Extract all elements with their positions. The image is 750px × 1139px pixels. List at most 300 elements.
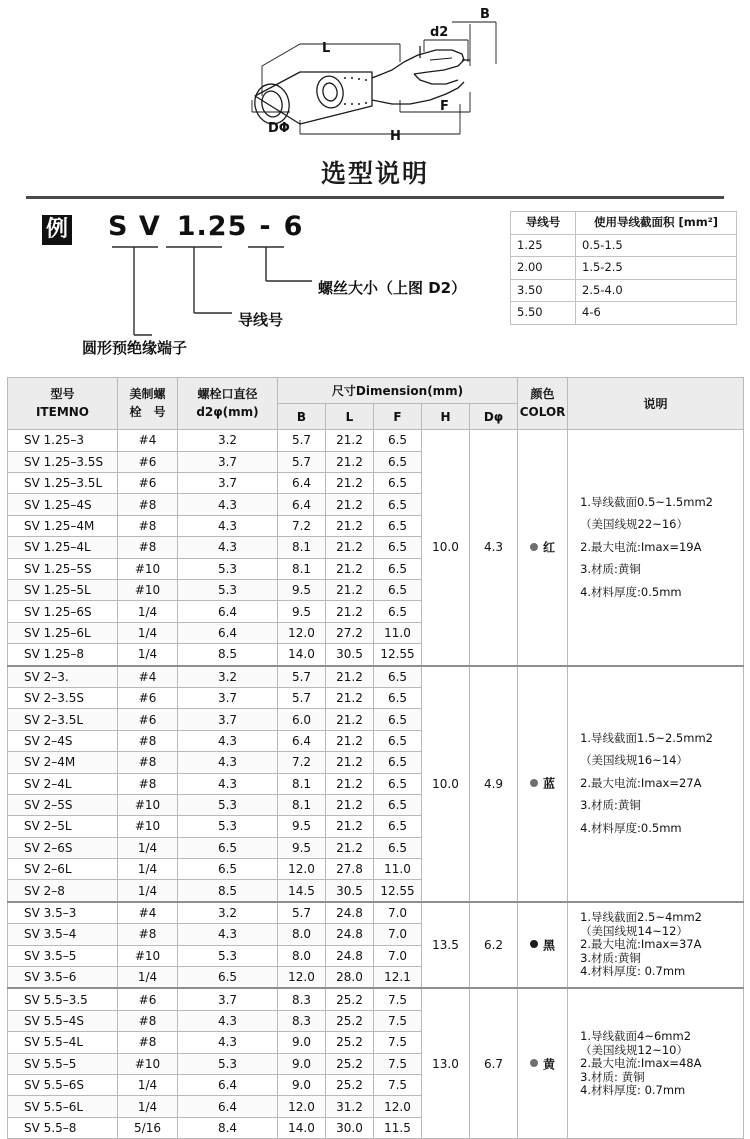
cell-dim-f: 6.5: [374, 730, 422, 751]
cell-dim-b: 8.3: [278, 988, 326, 1010]
cell-dim-l: 21.2: [326, 558, 374, 579]
cell-d2-diameter: 4.3: [178, 924, 278, 945]
cell-dim-f: 11.5: [374, 1117, 422, 1138]
cell-bolt-number: 1/4: [118, 1096, 178, 1117]
cell-dim-f: 6.5: [374, 451, 422, 472]
cell-dim-l: 21.2: [326, 579, 374, 600]
cell-dim-h: 10.0: [422, 666, 470, 902]
example-code-screw-size: 6: [283, 211, 304, 243]
cell-dim-b: 14.0: [278, 1117, 326, 1138]
cell-bolt-number: #6: [118, 687, 178, 708]
cell-dim-b: 8.1: [278, 558, 326, 579]
cell-dim-b: 14.5: [278, 880, 326, 902]
cell-dim-b: 9.0: [278, 1053, 326, 1074]
description-line: 4.材料厚度: 0.7mm: [580, 1083, 686, 1098]
description-line: 2.最大电流:Imax=48A: [580, 1056, 702, 1071]
cell-dim-f: 7.0: [374, 902, 422, 924]
cell-itemno: SV 2–6S: [8, 837, 118, 858]
cell-dim-l: 21.2: [326, 451, 374, 472]
cell-dim-b: 5.7: [278, 451, 326, 472]
column-header-dimension-group: 尺寸Dimension(mm): [278, 378, 518, 404]
cell-description: [568, 430, 744, 666]
cell-dim-b: 8.3: [278, 1010, 326, 1031]
cell-dim-b: 9.5: [278, 837, 326, 858]
cell-dim-l: 25.2: [326, 1032, 374, 1053]
wire-gauge-number: 5.50: [511, 302, 576, 325]
cell-dim-b: 8.0: [278, 945, 326, 966]
cell-dim-b: 9.5: [278, 816, 326, 837]
cell-d2-diameter: 3.7: [178, 687, 278, 708]
cell-dim-b: 6.4: [278, 494, 326, 515]
cell-color: [518, 666, 568, 902]
column-header-d2-diameter: [178, 378, 278, 430]
cell-dim-f: 11.0: [374, 622, 422, 643]
color-swatch-icon: [530, 940, 538, 948]
example-callout-screw-size: 螺丝大小（上图 D2）: [318, 279, 467, 298]
cell-dim-b: 8.1: [278, 773, 326, 794]
cell-dim-l: 21.2: [326, 752, 374, 773]
cell-itemno: SV 5.5–4L: [8, 1032, 118, 1053]
cell-d2-diameter: 3.7: [178, 473, 278, 494]
cell-dim-f: 6.5: [374, 473, 422, 494]
cell-bolt-number: #8: [118, 1032, 178, 1053]
table-row: [8, 666, 744, 688]
cell-dim-l: 21.2: [326, 666, 374, 688]
cell-dim-f: 6.5: [374, 709, 422, 730]
cell-dim-l: 21.2: [326, 687, 374, 708]
cell-dim-b: 7.2: [278, 752, 326, 773]
page-title: 选型说明: [320, 159, 429, 188]
specification-table-head: [8, 378, 744, 430]
cell-bolt-number: #8: [118, 1010, 178, 1031]
cell-dim-f: 6.5: [374, 515, 422, 536]
cell-dim-l: 30.5: [326, 880, 374, 902]
cell-itemno: SV 2–5L: [8, 816, 118, 837]
cell-dim-l: 21.2: [326, 515, 374, 536]
cell-dim-l: 24.8: [326, 924, 374, 945]
cell-dim-f: 6.5: [374, 752, 422, 773]
diagram-label-l: L: [322, 41, 331, 56]
column-header-d2-line1: 螺栓口直径: [197, 387, 258, 402]
cell-itemno: SV 5.5–3.5: [8, 988, 118, 1010]
cell-dim-l: 31.2: [326, 1096, 374, 1117]
cell-bolt-number: #4: [118, 902, 178, 924]
cell-dim-f: 6.5: [374, 558, 422, 579]
cell-dim-f: 6.5: [374, 579, 422, 600]
cell-bolt-number: #6: [118, 451, 178, 472]
cell-dim-l: 24.8: [326, 945, 374, 966]
cell-dim-b: 6.4: [278, 473, 326, 494]
cell-itemno: SV 2–3.5S: [8, 687, 118, 708]
color-label: 蓝: [543, 776, 556, 791]
cell-bolt-number: #10: [118, 1053, 178, 1074]
cell-itemno: SV 1.25–5L: [8, 579, 118, 600]
cell-itemno: SV 1.25–5S: [8, 558, 118, 579]
cell-itemno: SV 1.25–3.5S: [8, 451, 118, 472]
cell-bolt-number: 1/4: [118, 859, 178, 880]
cell-dim-b: 8.0: [278, 924, 326, 945]
wire-gauge-number: 1.25: [511, 234, 576, 257]
cell-dim-l: 30.0: [326, 1117, 374, 1138]
cell-bolt-number: #6: [118, 988, 178, 1010]
cell-dim-f: 6.5: [374, 537, 422, 558]
cell-d2-diameter: 6.5: [178, 967, 278, 989]
table-row: [8, 902, 744, 924]
description-line: 2.最大电流:Imax=37A: [580, 937, 702, 952]
table-row: [8, 430, 744, 451]
cell-d2-diameter: 5.3: [178, 816, 278, 837]
cell-dim-l: 21.2: [326, 730, 374, 751]
example-legend: [0, 209, 750, 369]
cell-bolt-number: #6: [118, 473, 178, 494]
cell-dim-dphi: 6.7: [470, 988, 518, 1138]
cell-d2-diameter: 4.3: [178, 730, 278, 751]
cell-dim-f: 7.5: [374, 1053, 422, 1074]
cell-bolt-number: #10: [118, 579, 178, 600]
cell-dim-b: 9.5: [278, 601, 326, 622]
table-row: [511, 302, 737, 325]
cell-dim-dphi: 4.3: [470, 430, 518, 666]
cell-d2-diameter: 5.3: [178, 558, 278, 579]
cell-d2-diameter: 5.3: [178, 579, 278, 600]
cell-dim-b: 8.1: [278, 537, 326, 558]
cell-dim-b: 12.0: [278, 967, 326, 989]
wire-gauge-area: 0.5-1.5: [576, 234, 737, 257]
cell-dim-dphi: 4.9: [470, 666, 518, 902]
cell-d2-diameter: 6.5: [178, 837, 278, 858]
cell-dim-f: 6.5: [374, 837, 422, 858]
cell-d2-diameter: 3.7: [178, 451, 278, 472]
cell-dim-f: 12.55: [374, 644, 422, 666]
color-swatch-icon: [530, 779, 538, 787]
cell-dim-l: 25.2: [326, 1074, 374, 1095]
example-code-wire-number: 1.25: [176, 211, 248, 243]
cell-dim-b: 5.7: [278, 666, 326, 688]
cell-d2-diameter: 4.3: [178, 752, 278, 773]
cell-d2-diameter: 8.5: [178, 880, 278, 902]
cell-dim-f: 7.0: [374, 945, 422, 966]
cell-bolt-number: 1/4: [118, 622, 178, 643]
color-label: 红: [543, 540, 556, 555]
cell-bolt-number: #4: [118, 666, 178, 688]
cell-d2-diameter: 6.4: [178, 622, 278, 643]
cell-d2-diameter: 4.3: [178, 494, 278, 515]
column-header-color: [518, 378, 568, 430]
cell-dim-l: 21.2: [326, 816, 374, 837]
cell-itemno: SV 2–6L: [8, 859, 118, 880]
table-row: [511, 279, 737, 302]
cell-dim-f: 11.0: [374, 859, 422, 880]
cell-dim-l: 21.2: [326, 794, 374, 815]
cell-itemno: SV 2–8: [8, 880, 118, 902]
cell-bolt-number: #8: [118, 773, 178, 794]
cell-d2-diameter: 6.4: [178, 601, 278, 622]
table-row: [511, 257, 737, 280]
cell-itemno: SV 1.25–4M: [8, 515, 118, 536]
column-header-itemno-cn: 型号: [50, 387, 75, 402]
cell-dim-b: 5.7: [278, 430, 326, 451]
cell-itemno: SV 5.5–6L: [8, 1096, 118, 1117]
cell-dim-f: 6.5: [374, 666, 422, 688]
cell-d2-diameter: 4.3: [178, 1010, 278, 1031]
column-header-l: L: [326, 404, 374, 430]
wire-gauge-header-number: 导线号: [511, 212, 576, 235]
cell-description: [568, 666, 744, 902]
column-header-h: H: [422, 404, 470, 430]
cell-d2-diameter: 8.5: [178, 644, 278, 666]
description-line: （美国线规16~14）: [580, 753, 688, 768]
wire-gauge-area: 1.5-2.5: [576, 257, 737, 280]
cell-dim-h: 13.0: [422, 988, 470, 1138]
column-header-b: B: [278, 404, 326, 430]
cell-dim-b: 9.0: [278, 1074, 326, 1095]
description-line: 3.材质:黄铜: [580, 562, 641, 577]
example-callout-wire-number: 导线号: [238, 311, 284, 330]
cell-bolt-number: 1/4: [118, 601, 178, 622]
description-line: （美国线规14~12）: [580, 923, 688, 938]
cell-dim-f: 6.5: [374, 494, 422, 515]
cell-dim-l: 25.2: [326, 988, 374, 1010]
column-header-description: 说明: [568, 378, 744, 430]
column-header-dphi: Dφ: [470, 404, 518, 430]
cell-itemno: SV 2–4L: [8, 773, 118, 794]
cell-dim-f: 7.5: [374, 1032, 422, 1053]
column-header-f: F: [374, 404, 422, 430]
wire-gauge-number: 2.00: [511, 257, 576, 280]
cell-d2-diameter: 5.3: [178, 1053, 278, 1074]
cell-itemno: SV 3.5–6: [8, 967, 118, 989]
cell-itemno: SV 1.25–3: [8, 430, 118, 451]
color-swatch-icon: [530, 543, 538, 551]
cell-itemno: SV 2–3.5L: [8, 709, 118, 730]
color-swatch-icon: [530, 1059, 538, 1067]
cell-dim-l: 21.2: [326, 494, 374, 515]
cell-dim-l: 21.2: [326, 709, 374, 730]
diagram-label-d2: d2: [430, 25, 449, 40]
cell-dim-f: 7.5: [374, 1074, 422, 1095]
specification-table: [7, 377, 744, 1139]
description-line: （美国线规22~16）: [580, 517, 688, 532]
specification-table-body: [8, 430, 744, 1139]
cell-dim-h: 13.5: [422, 902, 470, 989]
cell-dim-f: 12.55: [374, 880, 422, 902]
cell-dim-b: 12.0: [278, 859, 326, 880]
cell-d2-diameter: 3.2: [178, 430, 278, 451]
cell-itemno: SV 1.25–6S: [8, 601, 118, 622]
cell-d2-diameter: 4.3: [178, 773, 278, 794]
cell-bolt-number: #4: [118, 430, 178, 451]
cell-bolt-number: #10: [118, 794, 178, 815]
table-row: [8, 988, 744, 1010]
cell-bolt-number: 1/4: [118, 837, 178, 858]
title-divider: [26, 196, 724, 199]
description-line: 1.导线截面1.5~2.5mm2: [580, 730, 713, 745]
description-line: 3.材质: 黄铜: [580, 1069, 645, 1084]
cell-d2-diameter: 5.3: [178, 794, 278, 815]
cell-dim-l: 21.2: [326, 773, 374, 794]
cell-dim-f: 6.5: [374, 430, 422, 451]
cell-itemno: SV 5.5–6S: [8, 1074, 118, 1095]
cell-d2-diameter: 6.4: [178, 1096, 278, 1117]
cell-itemno: SV 3.5–5: [8, 945, 118, 966]
cell-dim-f: 6.5: [374, 687, 422, 708]
description-line: 4.材料厚度: 0.7mm: [580, 964, 686, 979]
cell-color: [518, 430, 568, 666]
cell-dim-l: 21.2: [326, 430, 374, 451]
cell-color: [518, 902, 568, 989]
cell-dim-l: 24.8: [326, 902, 374, 924]
example-callout-terminal-type: 圆形预绝缘端子: [82, 339, 188, 358]
cell-dim-b: 14.0: [278, 644, 326, 666]
column-header-color-en: COLOR: [519, 404, 566, 419]
diagram-label-b: B: [480, 7, 490, 22]
cell-dim-f: 7.5: [374, 1010, 422, 1031]
cell-bolt-number: #10: [118, 945, 178, 966]
diagram-label-dphi: DΦ: [268, 121, 290, 136]
cell-dim-b: 12.0: [278, 622, 326, 643]
diagram-label-h: H: [390, 129, 401, 144]
cell-bolt-number: #8: [118, 515, 178, 536]
column-header-bolt-line2: 栓 号: [129, 404, 166, 419]
cell-color: [518, 988, 568, 1138]
cell-dim-b: 9.0: [278, 1032, 326, 1053]
cell-description: [568, 988, 744, 1138]
cell-bolt-number: #10: [118, 558, 178, 579]
cell-dim-f: 7.5: [374, 988, 422, 1010]
cell-dim-f: 6.5: [374, 816, 422, 837]
cell-itemno: SV 5.5–4S: [8, 1010, 118, 1031]
cell-d2-diameter: 3.7: [178, 988, 278, 1010]
column-header-d2-line2: d2φ(mm): [196, 404, 259, 419]
cell-dim-l: 25.2: [326, 1010, 374, 1031]
description-line: 1.导线截面4~6mm2: [580, 1029, 692, 1044]
example-badge: 例: [42, 215, 72, 245]
column-header-itemno: [8, 378, 118, 430]
cell-dim-l: 21.2: [326, 537, 374, 558]
description-line: 4.材料厚度:0.5mm: [580, 584, 682, 599]
cell-itemno: SV 2–5S: [8, 794, 118, 815]
example-code-prefix: S V: [108, 211, 161, 243]
cell-bolt-number: 5/16: [118, 1117, 178, 1138]
cell-dim-b: 12.0: [278, 1096, 326, 1117]
cell-itemno: SV 1.25–3.5L: [8, 473, 118, 494]
cell-dim-l: 25.2: [326, 1053, 374, 1074]
wire-gauge-area: 4-6: [576, 302, 737, 325]
cell-itemno: SV 1.25–6L: [8, 622, 118, 643]
cell-bolt-number: 1/4: [118, 880, 178, 902]
cell-bolt-number: 1/4: [118, 967, 178, 989]
cell-itemno: SV 1.25–8: [8, 644, 118, 666]
cell-dim-l: 30.5: [326, 644, 374, 666]
cell-bolt-number: #6: [118, 709, 178, 730]
cell-bolt-number: #8: [118, 537, 178, 558]
cell-itemno: SV 5.5–5: [8, 1053, 118, 1074]
cell-dim-b: 7.2: [278, 515, 326, 536]
wire-gauge-header-area: 使用导线截面积 [mm²]: [576, 212, 737, 235]
example-code-dash: -: [259, 211, 272, 243]
cell-dim-l: 21.2: [326, 473, 374, 494]
table-row: [511, 234, 737, 257]
cell-dim-b: 8.1: [278, 794, 326, 815]
column-header-bolt-number: [118, 378, 178, 430]
cell-dim-l: 28.0: [326, 967, 374, 989]
cell-itemno: SV 1.25–4L: [8, 537, 118, 558]
cell-dim-f: 6.5: [374, 794, 422, 815]
cell-d2-diameter: 4.3: [178, 537, 278, 558]
cell-dim-dphi: 6.2: [470, 902, 518, 989]
cell-dim-h: 10.0: [422, 430, 470, 666]
cell-itemno: SV 5.5–8: [8, 1117, 118, 1138]
cell-bolt-number: 1/4: [118, 1074, 178, 1095]
description-line: （美国线规12~10）: [580, 1042, 688, 1057]
cell-itemno: SV 3.5–3: [8, 902, 118, 924]
cell-dim-b: 5.7: [278, 902, 326, 924]
cell-d2-diameter: 4.3: [178, 515, 278, 536]
cell-itemno: SV 2–4M: [8, 752, 118, 773]
description-line: 3.材质:黄铜: [580, 950, 641, 965]
description-line: 2.最大电流:Imax=19A: [580, 539, 702, 554]
diagram-label-f: F: [440, 99, 449, 114]
cell-dim-l: 21.2: [326, 601, 374, 622]
cell-bolt-number: #10: [118, 816, 178, 837]
color-label: 黄: [543, 1057, 556, 1072]
wire-gauge-body: [511, 234, 737, 324]
cell-d2-diameter: 3.2: [178, 902, 278, 924]
wire-gauge-area: 2.5-4.0: [576, 279, 737, 302]
column-header-bolt-line1: 美制螺: [129, 387, 166, 402]
cell-d2-diameter: 3.7: [178, 709, 278, 730]
description-line: 3.材质:黄铜: [580, 798, 641, 813]
column-header-color-cn: 颜色: [530, 387, 555, 402]
header-row-group: [8, 378, 744, 404]
cell-itemno: SV 1.25–4S: [8, 494, 118, 515]
cell-dim-f: 6.5: [374, 601, 422, 622]
cell-d2-diameter: 5.3: [178, 945, 278, 966]
cell-itemno: SV 2–4S: [8, 730, 118, 751]
wire-gauge-header-row: [511, 212, 737, 235]
cell-bolt-number: #8: [118, 924, 178, 945]
cell-dim-b: 5.7: [278, 687, 326, 708]
cell-bolt-number: #8: [118, 730, 178, 751]
cell-bolt-number: 1/4: [118, 644, 178, 666]
cell-dim-b: 6.0: [278, 709, 326, 730]
cell-d2-diameter: 6.4: [178, 1074, 278, 1095]
cell-dim-l: 27.8: [326, 859, 374, 880]
cell-d2-diameter: 8.4: [178, 1117, 278, 1138]
description-line: 2.最大电流:Imax=27A: [580, 775, 702, 790]
wire-gauge-table: [510, 211, 737, 325]
cell-dim-l: 27.2: [326, 622, 374, 643]
color-label: 黑: [543, 938, 556, 953]
cell-itemno: SV 3.5–4: [8, 924, 118, 945]
cell-d2-diameter: 6.5: [178, 859, 278, 880]
description-line: 4.材料厚度:0.5mm: [580, 820, 682, 835]
column-header-itemno-en: ITEMNO: [35, 404, 90, 419]
cell-dim-f: 12.1: [374, 967, 422, 989]
description-line: 1.导线截面2.5~4mm2: [580, 910, 702, 925]
cell-itemno: SV 2–3.: [8, 666, 118, 688]
cell-d2-diameter: 4.3: [178, 1032, 278, 1053]
cell-dim-l: 21.2: [326, 837, 374, 858]
cell-d2-diameter: 3.2: [178, 666, 278, 688]
cell-dim-b: 9.5: [278, 579, 326, 600]
cell-description: [568, 902, 744, 989]
wire-gauge-number: 3.50: [511, 279, 576, 302]
cell-bolt-number: #8: [118, 494, 178, 515]
terminal-diagram: [0, 0, 750, 152]
cell-bolt-number: #8: [118, 752, 178, 773]
cell-dim-f: 6.5: [374, 773, 422, 794]
